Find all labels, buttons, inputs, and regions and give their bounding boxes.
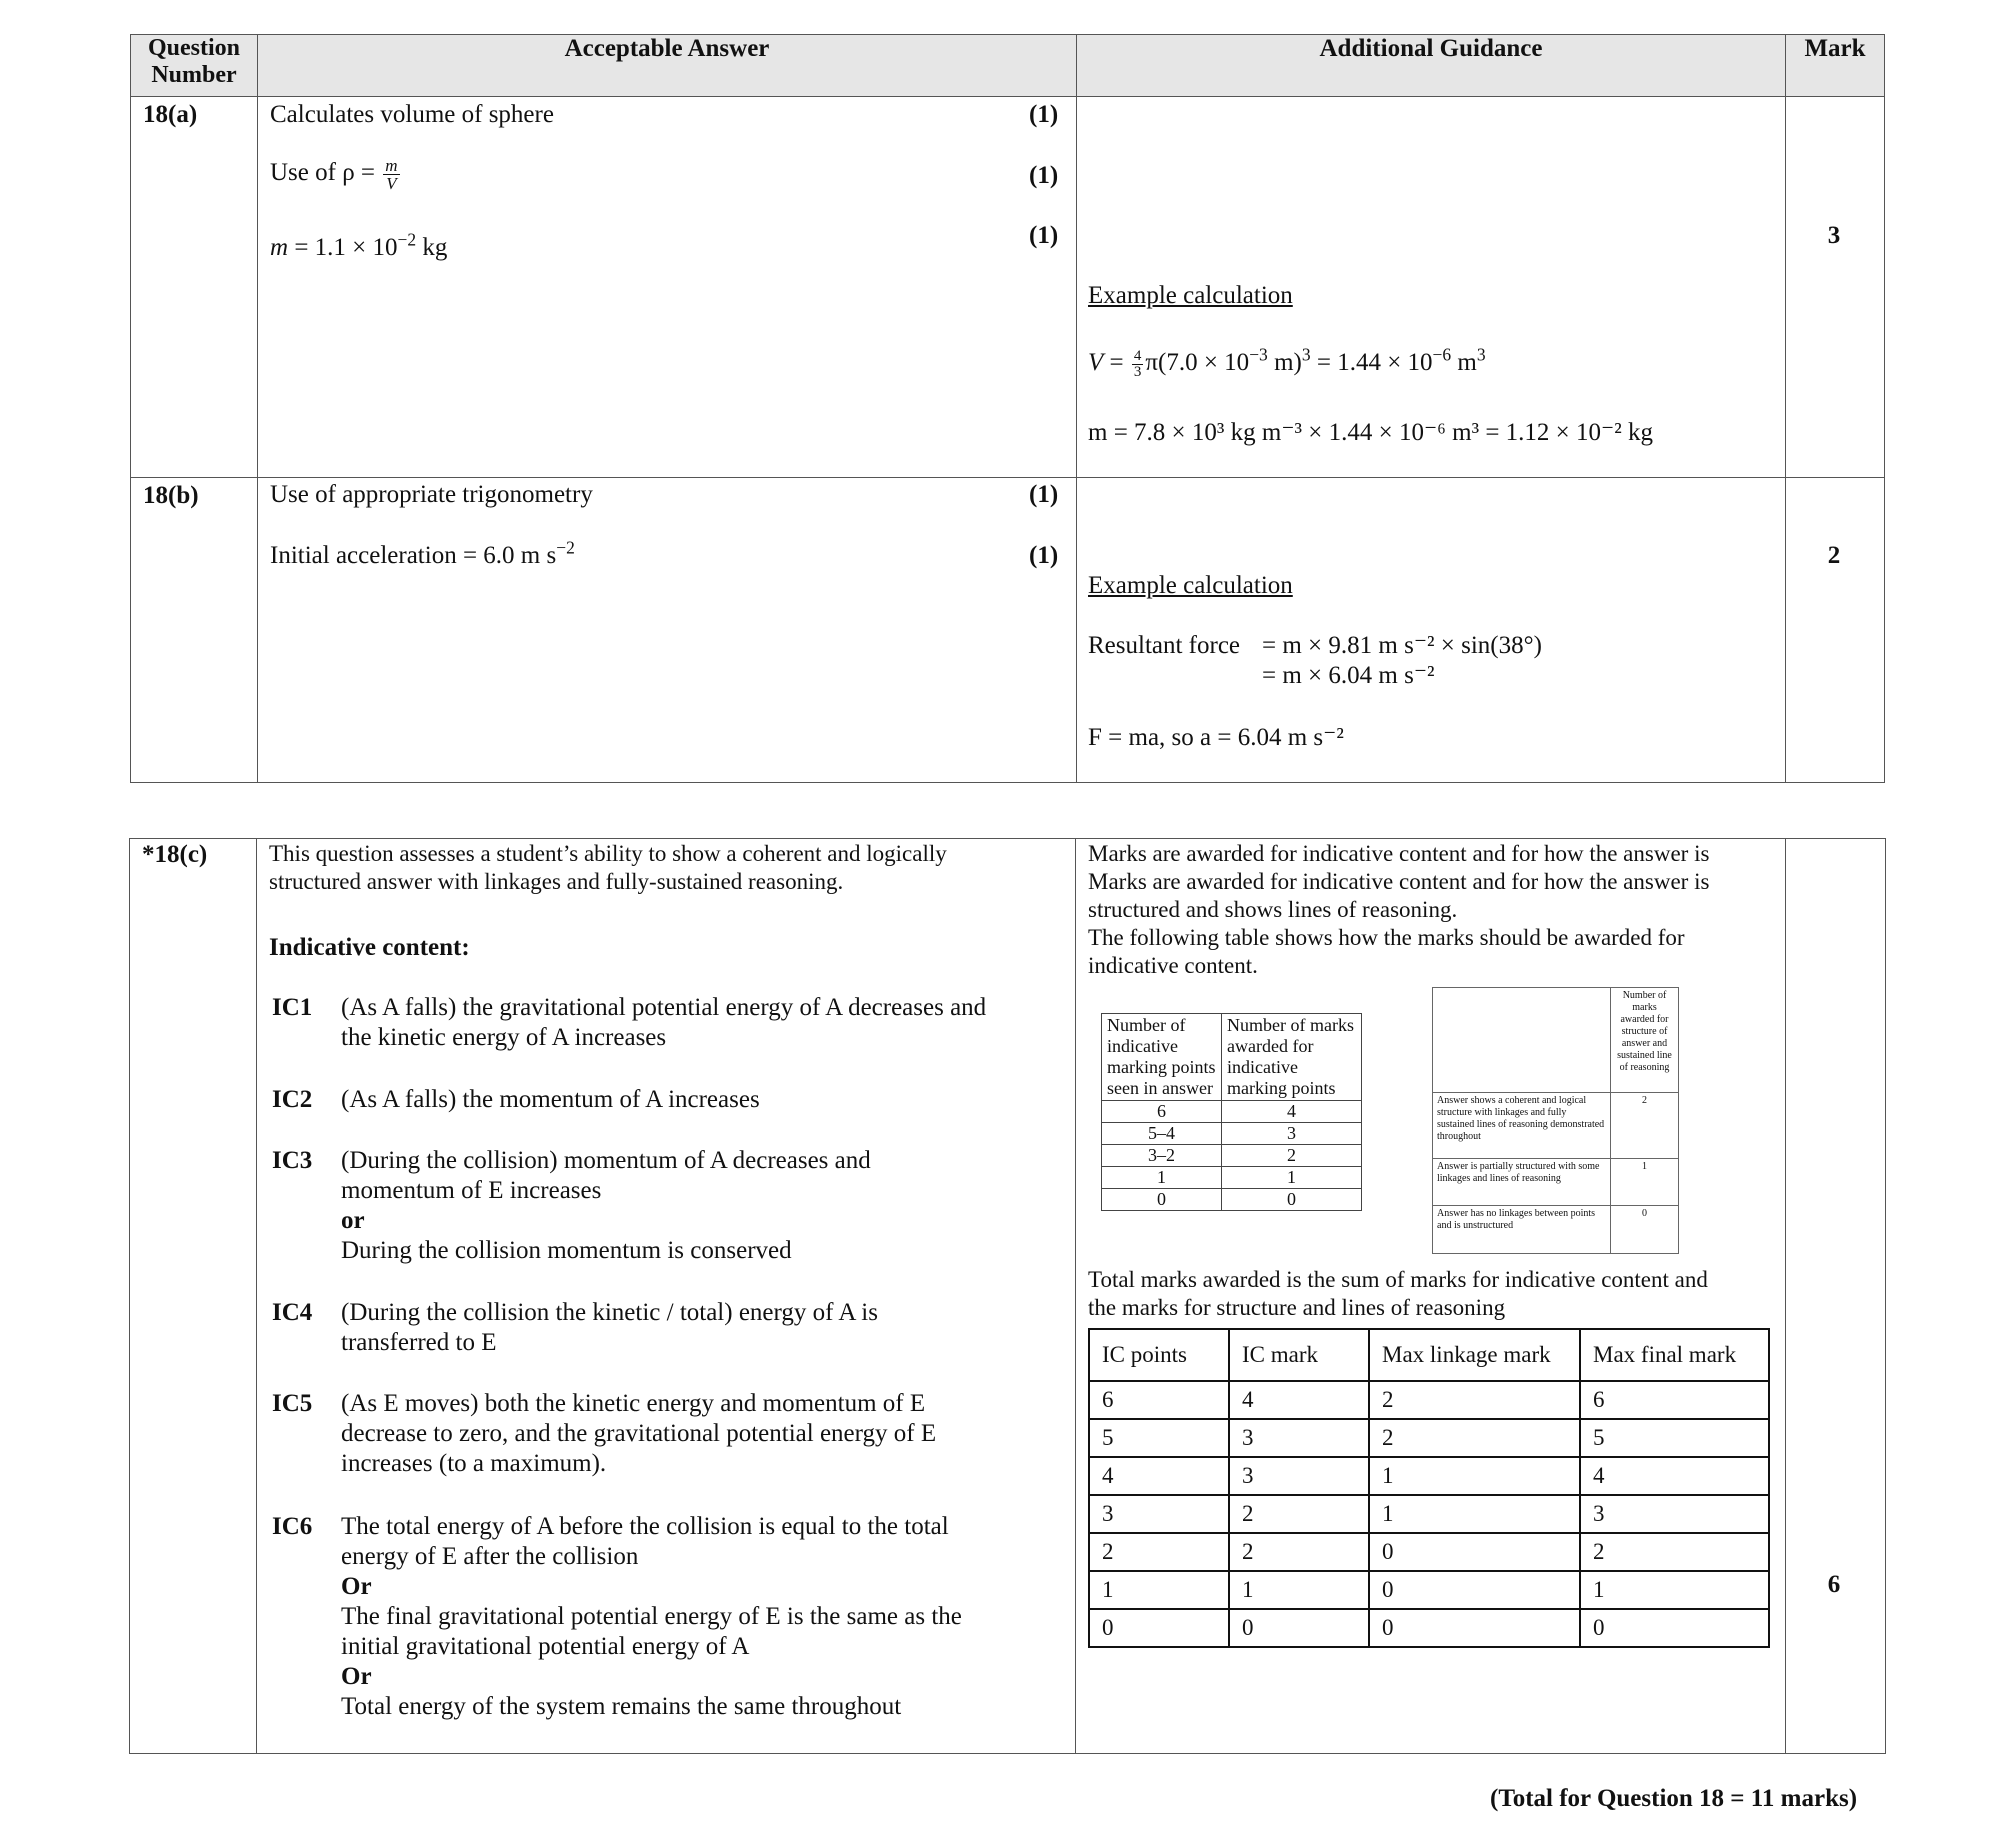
q18b-f-line: F = ma, so a = 6.04 m s⁻² [1088,724,1344,751]
table-row [1102,1101,1362,1123]
q18c-number-cell [130,839,257,1754]
table-cell: 0 [1089,1609,1229,1647]
table-cell: Answer has no linkages between points and is unstructured [1433,1206,1611,1254]
header-mark: Mark [1786,35,1885,97]
table-cell: 1 [1369,1495,1580,1533]
structure-header: Number of marks awarded for structure of answer and sustained line of reasoning [1611,988,1679,1093]
ic-text: (During the collision) momentum of A decreases and momentum of E increases [341,1147,871,1204]
table-cell: 0 [1369,1571,1580,1609]
ic-alt: Total energy of the system remains the same throughout [341,1693,902,1720]
table-cell: 4 [1089,1457,1229,1495]
q18b-mark-token-2: (1) [1029,542,1059,569]
table-cell: 3 [1229,1419,1369,1457]
table-cell: 0 [1229,1609,1369,1647]
table-cell: 1 [1222,1167,1362,1189]
q18a-answer-line3: $m = 1.1 \times 10^{-2}$ kg [270,229,448,261]
table-cell: 2 [1369,1381,1580,1419]
row-18b [131,478,1885,783]
table-cell: 6 [1089,1381,1229,1419]
ic-marks-table [1101,1013,1362,1211]
q18b-mark-cell [1786,478,1885,783]
table-cell: 5–4 [1102,1123,1222,1145]
q18a-mark-cell [1786,97,1885,478]
ic-marks-header: Number of marks awarded for indicative marking points [1222,1014,1362,1101]
q18c-total-text: Total marks awarded is the sum of marks for indicative content and the marks for structure and lines of reasoning [1088,1267,1708,1320]
q18c-mark: 6 [1827,1571,1841,1598]
q18a-mark: 3 [1827,222,1841,249]
table-row [1089,1457,1769,1495]
table-row [1089,1609,1769,1647]
q18b-answer-cell [258,478,1077,783]
table-row [1102,1167,1362,1189]
q18b-number-cell [131,478,258,783]
table-cell: 2 [1611,1093,1679,1159]
table-cell: 2 [1222,1145,1362,1167]
q18b-mark: 2 [1827,542,1841,569]
header-row [131,35,1885,97]
table-cell: Answer shows a coherent and logical structure with linkages and fully sustained lines of reasoning demonstrated throughout [1433,1093,1611,1159]
table-cell: 1 [1229,1571,1369,1609]
table-cell: 3 [1222,1123,1362,1145]
ic-marks-header: Number of indicative marking points seen in answer [1102,1014,1222,1101]
table-cell: 2 [1229,1495,1369,1533]
table-cell: 0 [1222,1189,1362,1211]
q18c-mark-cell [1786,839,1886,1754]
table-row [1102,1123,1362,1145]
q18b-guidance-title: Example calculation [1088,572,1293,599]
table-cell: Answer is partially structured with some linkages and lines of reasoning [1433,1159,1611,1206]
ic-alt: During the collision momentum is conserved [341,1237,792,1264]
final-marks-header: IC mark [1229,1329,1369,1381]
table-cell: 0 [1369,1609,1580,1647]
question-total: (Total for Question 18 = 11 marks) [1490,1785,1858,1812]
table-cell: 1 [1611,1159,1679,1206]
ic-label: IC1 [272,994,313,1021]
ic-joiner: or [341,1207,365,1234]
q18b-mark-token-1: (1) [1029,481,1059,508]
table-cell: 2 [1580,1533,1769,1571]
table-cell: 2 [1229,1533,1369,1571]
table-cell: 1 [1102,1167,1222,1189]
q18b-number: 18(b) [143,482,199,509]
final-marks-table [1088,1328,1770,1648]
q18a-calc1: V = $\frac{4}{3}$ $\pi(7.0 \times 10^{-3}$ $m)^3 = 1.44 \times 10^{-6}$ $m^3$ [1088,344,1486,380]
table-cell: 1 [1580,1571,1769,1609]
table-row [1433,1206,1679,1254]
table-cell: 2 [1369,1419,1580,1457]
table-cell [1433,988,1611,1093]
table-cell: 4 [1222,1101,1362,1123]
ic-label: IC5 [272,1390,313,1417]
table-cell: 3 [1580,1495,1769,1533]
ic-text: (During the collision the kinetic / total) energy of A is transferred to E [341,1299,878,1356]
header-additional-guidance: Additional Guidance [1077,35,1786,97]
q18c-guidance-text: Marks are awarded for indicative content and for how the answer is Marks are awarded for indicative content and for how the answer is structured and shows lines of reasoning. The following table shows how the marks should be awarded for indicative content. [1088,841,1710,978]
q18c-intro: This question assesses a student’s ability to show a coherent and logically structured answer with linkages and fully-sustained reasoning. [269,841,947,894]
q18a-answer-cell [258,97,1077,478]
ic-text: (As A falls) the gravitational potential energy of A decreases and the kinetic energy of A increases [341,994,987,1051]
ic-alt: The final gravitational potential energy of E is the same as the initial gravitational potential energy of A [341,1603,962,1660]
table-cell: 1 [1369,1457,1580,1495]
final-marks-header: Max linkage mark [1369,1329,1580,1381]
final-marks-header-row [1089,1329,1769,1381]
table-cell: 3 [1089,1495,1229,1533]
q18a-answer-line2: Use of ρ = $\frac{m}{V}$ [270,156,398,193]
table-cell: 1 [1089,1571,1229,1609]
structure-marks-table [1432,987,1679,1254]
ic-label: IC2 [272,1086,313,1113]
table-row [1089,1495,1769,1533]
header-question-number: Question Number [131,35,258,97]
q18c-number: *18(c) [142,841,208,868]
structure-header-row [1433,988,1679,1093]
ic-text: The total energy of A before the collision is equal to the total energy of E after the collision [341,1513,949,1570]
table-row [1089,1381,1769,1419]
q18a-number-cell [131,97,258,478]
ic-joiner: Or [341,1573,372,1600]
q18a-guidance-title: Example calculation [1088,282,1293,309]
q18a-calc2: m = 7.8 × 10³ kg m⁻³ × 1.44 × 10⁻⁶ m³ = 1.12 × 10⁻² kg [1088,419,1653,446]
q18b-answer-line2: Initial acceleration = 6.0 m $s^{-2}$ [270,537,575,569]
q18a-number: 18(a) [143,101,198,128]
q18a-mark-token-1: (1) [1029,101,1059,128]
table-cell: 3–2 [1102,1145,1222,1167]
ic-text: (As E moves) both the kinetic energy and momentum of E decrease to zero, and the gravitational potential energy of E increases (to a maximum). [341,1390,937,1477]
table-cell: 5 [1089,1419,1229,1457]
table-cell: 4 [1580,1457,1769,1495]
q18a-answer-line1: Calculates volume of sphere [270,101,554,128]
q18b-answer-line1: Use of appropriate trigonometry [270,481,593,508]
table-cell: 6 [1580,1381,1769,1419]
final-marks-header: IC points [1089,1329,1229,1381]
table-cell: 2 [1089,1533,1229,1571]
table-cell: 6 [1102,1101,1222,1123]
ic-text: (As A falls) the momentum of A increases [341,1086,760,1113]
ic-marks-header-row [1102,1014,1362,1101]
table-row [1433,1159,1679,1206]
table-cell: 3 [1229,1457,1369,1495]
table-row [1102,1189,1362,1211]
ic-label: IC4 [272,1299,313,1326]
q18a-mark-token-2: (1) [1029,162,1059,189]
table-row [1102,1145,1362,1167]
q18c-indicative-heading: Indicative content: [269,934,470,961]
ic-label: IC6 [272,1513,313,1540]
table-cell: 5 [1580,1419,1769,1457]
table-cell: 0 [1369,1533,1580,1571]
q18b-rf-line2: = m × 6.04 m s⁻² [1262,662,1435,689]
table-row [1089,1571,1769,1609]
table-row [1089,1533,1769,1571]
q18b-rf-line1: = m × 9.81 m s⁻² × sin(38°) [1262,632,1542,659]
table-row [1089,1419,1769,1457]
ic-joiner: Or [341,1663,372,1690]
header-acceptable-answer: Acceptable Answer [258,35,1077,97]
q18a-mark-token-3: (1) [1029,222,1059,249]
table-cell: 4 [1229,1381,1369,1419]
table-row [1433,1093,1679,1159]
q18b-rf-label: Resultant force [1088,632,1241,659]
ic-label: IC3 [272,1147,313,1174]
table-cell: 0 [1102,1189,1222,1211]
mark-scheme-table-ab [130,34,1885,783]
table-cell: 0 [1580,1609,1769,1647]
table-cell: 0 [1611,1206,1679,1254]
final-marks-header: Max final mark [1580,1329,1769,1381]
